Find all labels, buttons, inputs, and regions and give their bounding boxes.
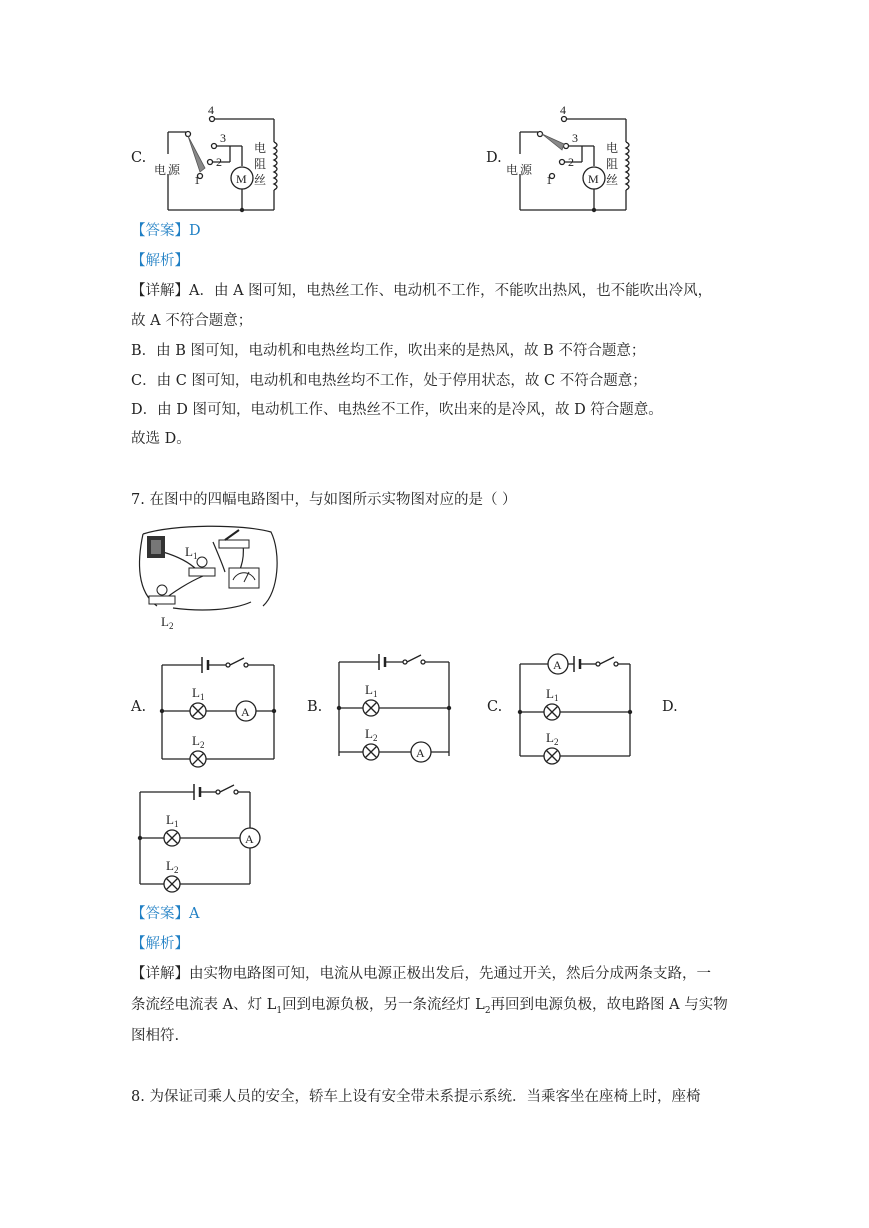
svg-text:源: 源 bbox=[168, 163, 181, 177]
q7-circuit-a bbox=[160, 655, 275, 765]
svg-text:L: L bbox=[546, 686, 554, 701]
svg-text:L: L bbox=[192, 685, 200, 700]
svg-text:丝: 丝 bbox=[606, 173, 619, 187]
q6-detail-line-6: 故选 D。 bbox=[131, 431, 191, 447]
svg-text:1: 1 bbox=[554, 693, 559, 703]
q6-detail-line-4: C．由 C 图可知，电动机和电热丝均不工作，处于停用状态，故 C 不符合题意； bbox=[131, 373, 647, 389]
svg-text:L: L bbox=[166, 858, 174, 873]
q7-option-d-label: D. bbox=[662, 699, 678, 715]
q7-option-b-label: B. bbox=[307, 699, 323, 715]
svg-text:A: A bbox=[416, 746, 425, 760]
svg-text:丝: 丝 bbox=[254, 173, 267, 187]
q7-detail-line-2 bbox=[131, 995, 728, 1021]
q7-analysis-heading: 【解析】 bbox=[131, 936, 189, 952]
svg-text:L: L bbox=[192, 733, 200, 748]
svg-text:2: 2 bbox=[568, 155, 574, 169]
svg-text:M: M bbox=[588, 172, 599, 186]
svg-text:1: 1 bbox=[193, 551, 198, 561]
q6-detail-line-5: D．由 D 图可知，电动机工作、电热丝不工作，吹出来的是冷风，故 D 符合题意。 bbox=[131, 402, 663, 418]
q7-detail-sub-1: 1 bbox=[276, 1005, 283, 1016]
svg-text:4: 4 bbox=[208, 103, 214, 117]
q6-option-d-label: D. bbox=[486, 150, 502, 166]
svg-text:2: 2 bbox=[174, 865, 179, 875]
q6-detail-line-3: B．由 B 图可知，电动机和电热丝均工作，吹出来的是热风，故 B 不符合题意； bbox=[131, 343, 646, 359]
svg-text:4: 4 bbox=[560, 103, 566, 117]
q7-detail-line-2b: 回到电源负极，另一条流经灯 L bbox=[282, 997, 485, 1013]
svg-text:电: 电 bbox=[154, 163, 167, 177]
svg-text:L: L bbox=[185, 544, 193, 559]
svg-text:1: 1 bbox=[200, 692, 205, 702]
svg-text:阻: 阻 bbox=[606, 157, 619, 171]
q7-detail-line-2a: 条流经电流表 A、灯 L bbox=[131, 997, 277, 1013]
q6-answer: 【答案】D bbox=[131, 223, 201, 239]
q7-detail-line-1: 【详解】由实物电路图可知，电流从电源正极出发后，先通过开关，然后分成两条支路，一 bbox=[131, 966, 711, 982]
q7-answer: 【答案】A bbox=[131, 906, 200, 922]
svg-text:2: 2 bbox=[169, 621, 174, 631]
q6-detail-line-2: 故 A 不符合题意； bbox=[131, 313, 253, 329]
svg-text:2: 2 bbox=[200, 740, 205, 750]
svg-text:1: 1 bbox=[194, 173, 200, 187]
svg-text:1: 1 bbox=[373, 689, 378, 699]
q7-circuit-d bbox=[138, 780, 253, 890]
svg-text:A: A bbox=[553, 658, 562, 672]
svg-text:电: 电 bbox=[506, 163, 519, 177]
q7-circuit-c bbox=[518, 652, 633, 762]
svg-text:1: 1 bbox=[174, 819, 179, 829]
svg-text:3: 3 bbox=[572, 131, 578, 145]
q7-physical-circuit-photo bbox=[133, 522, 283, 634]
svg-text:L: L bbox=[161, 614, 169, 629]
svg-text:电: 电 bbox=[606, 141, 619, 155]
svg-text:L: L bbox=[546, 730, 554, 745]
q6-circuit-c bbox=[150, 102, 290, 212]
q8-question: 8. 为保证司乘人员的安全，轿车上设有安全带未系提示系统．当乘客坐在座椅上时，座椅 bbox=[131, 1089, 701, 1105]
svg-text:A: A bbox=[241, 705, 250, 719]
svg-text:3: 3 bbox=[220, 131, 226, 145]
svg-text:2: 2 bbox=[373, 733, 378, 743]
q6-option-c-label: C. bbox=[131, 150, 147, 166]
q7-detail-sub-2: 2 bbox=[484, 1005, 491, 1016]
q6-detail-line-1: 【详解】A．由 A 图可知，电热丝工作、电动机不工作，不能吹出热风，也不能吹出冷风， bbox=[131, 283, 713, 299]
svg-text:L: L bbox=[365, 726, 373, 741]
svg-text:阻: 阻 bbox=[254, 157, 267, 171]
svg-text:A: A bbox=[245, 832, 254, 846]
svg-text:L: L bbox=[365, 682, 373, 697]
q7-question: 7. 在图中的四幅电路图中，与如图所示实物图对应的是（ ） bbox=[131, 492, 517, 508]
q7-circuit-b bbox=[337, 652, 452, 762]
svg-text:电: 电 bbox=[254, 141, 267, 155]
svg-text:1: 1 bbox=[546, 173, 552, 187]
q7-option-c-label: C. bbox=[487, 699, 503, 715]
svg-text:源: 源 bbox=[520, 163, 533, 177]
q7-detail-line-3: 图相符. bbox=[131, 1028, 180, 1044]
svg-text:2: 2 bbox=[216, 155, 222, 169]
svg-text:2: 2 bbox=[554, 737, 559, 747]
svg-text:L: L bbox=[166, 812, 174, 827]
svg-text:M: M bbox=[236, 172, 247, 186]
q7-detail-line-2c: 再回到电源负极，故电路图 A 与实物 bbox=[490, 997, 728, 1013]
q6-analysis-heading: 【解析】 bbox=[131, 253, 189, 269]
q7-option-a-label: A. bbox=[131, 699, 147, 715]
q6-circuit-d bbox=[502, 102, 642, 212]
